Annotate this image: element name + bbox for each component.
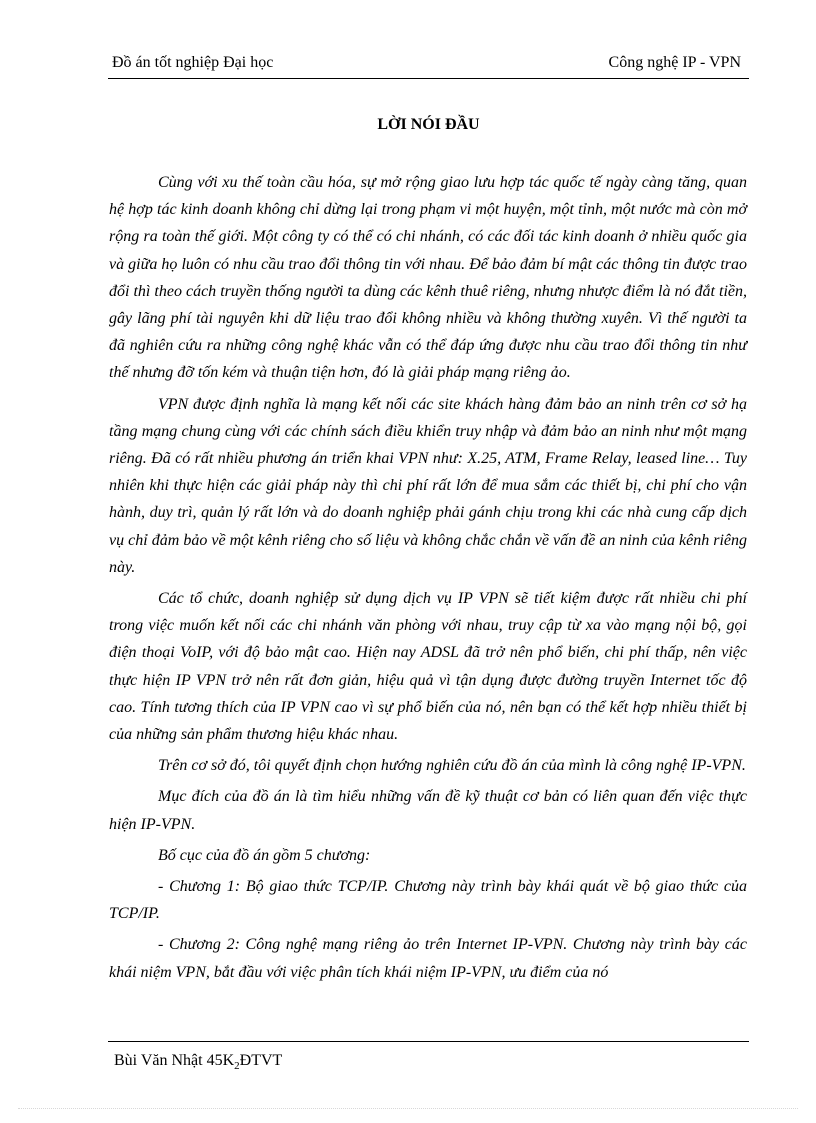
paragraph-chapter-2: - Chương 2: Công nghệ mạng riêng ảo trên Internet IP-VPN. Chương này trình bày các khái niệm VPN, bắt đầu với việc phân tích khái niệm IP-VPN, ưu điểm của nó (109, 936, 747, 981)
paragraph-ip-vpn-benefits: Các tổ chức, doanh nghiệp sử dụng dịch vụ IP VPN sẽ tiết kiệm được rất nhiều chi phí trong việc muốn kết nối các chi nhánh văn phòng với nhau, truy cập từ xa vào mạng nội bộ, gọi điện thoại VoIP, với độ bảo mật cao. Hiện nay ADSL đã trở nên phổ biến, chi phí thấp, nên việc thực hiện IP VPN trở nên rất đơn giản, hiệu quả vì tận dụng được đường truyền Internet tốc độ cao. Tính tương thích của IP VPN cao vì sự phổ biến của nó, nên bạn có thể kết hợp nhiều thiết bị của những sản phẩm thương hiệu khác nhau. (109, 590, 747, 744)
header-topic: Công nghệ IP - VPN (608, 54, 741, 71)
paragraph-research-direction: Trên cơ sở đó, tôi quyết định chọn hướng nghiên cứu đồ án của mình là công nghệ IP-VPN. (158, 757, 746, 775)
page-title: LỜI NÓI ĐẦU (377, 116, 480, 133)
paragraph-vpn-definition: VPN được định nghĩa là mạng kết nối các site khách hàng đảm bảo an ninh trên cơ sở hạ tầng mạng chung cùng với các chính sách điều khiển truy nhập và đảm bảo an ninh như một mạng riêng. Đã có rất nhiều phương án triển khai VPN như: X.25, ATM, Frame Relay, leased line… Tuy nhiên khi thực hiện các giải pháp này thì chi phí rất lớn để mua sắm các thiết bị, chi phí cho vận hành, duy trì, quản lý rất lớn và do doanh nghiệp phải gánh chịu trong khi các nhà cung cấp dịch vụ chỉ đảm bảo về một kênh riêng cho số liệu và không chắc chắn về vấn đề an ninh của kênh riêng này. (109, 395, 747, 576)
page-footer (108, 1041, 749, 1073)
footer-author (114, 1052, 282, 1072)
paragraph-intro: Cùng với xu thế toàn cầu hóa, sự mở rộng giao lưu hợp tác quốc tế ngày càng tăng, quan hệ hợp tác kinh doanh không chỉ dừng lại trong phạm vi một huyện, một tỉnh, một nước mà còn mở rộng ra toàn thế giới. Một công ty có thể có chi nhánh, có các đối tác kinh doanh ở nhiều quốc gia và giữa họ luôn có nhu cầu trao đổi thông tin với nhau. Để bảo đảm bí mật các thông tin được trao đổi thì theo cách truyền thống người ta dùng các kênh thuê riêng, nhưng nhược điểm là nó đắt tiền, gây lãng phí tài nguyên khi dữ liệu trao đổi không nhiều và không thường xuyên. Vì thế người ta đã nghiên cứu ra những công nghệ khác vẫn có thể đáp ứng được nhu cầu trao đổi thông tin như thế nhưng đỡ tốn kém và thuận tiện hơn, đó là giải pháp mạng riêng ảo. (109, 174, 747, 382)
paragraph-purpose: Mục đích của đồ án là tìm hiểu những vấn đề kỹ thuật cơ bản có liên quan đến việc thực hiện IP-VPN. (109, 788, 747, 833)
page-header (108, 50, 749, 79)
paragraph-structure: Bố cục của đồ án gồm 5 chương: (158, 846, 371, 864)
paragraph-chapter-1: - Chương 1: Bộ giao thức TCP/IP. Chương này trình bày khái quát về bộ giao thức của TCP/IP. (109, 878, 747, 923)
body-text (109, 169, 747, 986)
page-bottom-divider (18, 1108, 798, 1109)
author-class-subscript: 2 (234, 1060, 240, 1073)
author-class-suffix: ĐTVT (239, 1052, 283, 1069)
header-document-type: Đồ án tốt nghiệp Đại học (112, 54, 274, 71)
author-name: Bùi Văn Nhật 45K (114, 1052, 235, 1069)
